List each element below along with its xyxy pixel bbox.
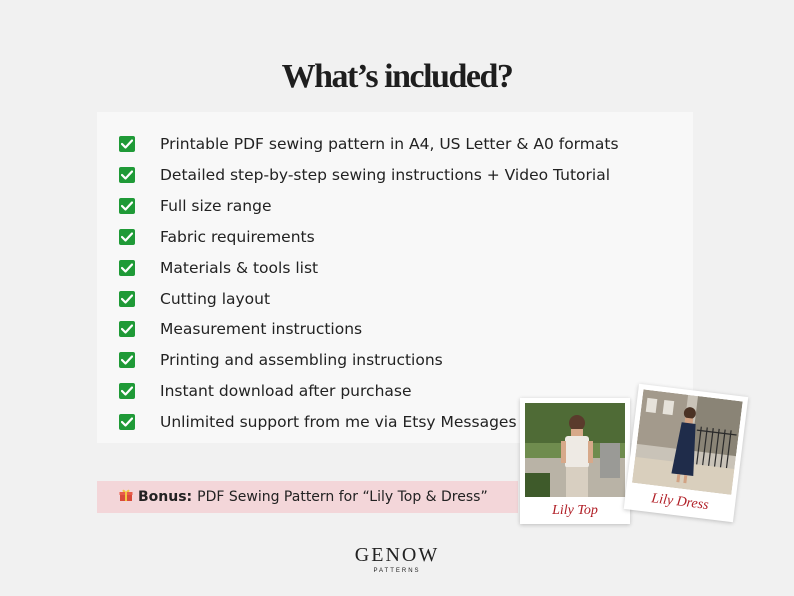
feature-item [119,287,270,311]
checkbox-checked-icon [119,167,135,183]
bonus-text: PDF Sewing Pattern for “Lily Top & Dress” [197,489,488,505]
checkbox-checked-icon [119,291,135,307]
feature-item [119,225,315,249]
feature-label: Cutting layout [160,290,271,308]
feature-item [119,348,443,372]
brand-tagline: PATTERNS [373,568,421,574]
features-card [97,112,693,443]
checkbox-checked-icon [119,352,135,368]
checkbox-checked-icon [119,383,135,399]
feature-label: Measurement instructions [160,320,363,338]
feature-item [119,379,412,403]
feature-label: Instant download after purchase [160,382,412,400]
brand-logo [0,545,794,574]
feature-item [119,410,517,434]
photo-card-lily-dress [624,384,749,522]
checkbox-checked-icon [119,136,135,152]
bonus-banner [97,481,518,513]
feature-label: Unlimited support from me via Etsy Messages [160,413,517,431]
feature-label: Detailed step-by-step sewing instructions + Video Tutorial [160,166,610,184]
photo-caption: Lily Dress [650,491,710,514]
gift-icon [119,488,133,506]
feature-label: Printing and assembling instructions [160,351,443,369]
feature-item [119,163,610,187]
page-title: What’s included? [281,58,513,95]
feature-item [119,132,619,156]
feature-item [119,317,362,341]
feature-label: Materials & tools list [160,259,319,277]
brand-name: GENOW [354,544,440,566]
feature-label: Printable PDF sewing pattern in A4, US Letter & A0 formats [160,135,619,153]
checkbox-checked-icon [119,198,135,214]
feature-item [119,256,318,280]
photo-caption: Lily Top [552,503,598,518]
product-photo [632,389,743,494]
feature-label: Fabric requirements [160,228,315,246]
bonus-label: Bonus: [138,489,193,505]
photo-card-lily-top [520,398,630,524]
checkbox-checked-icon [119,260,135,276]
feature-label: Full size range [160,197,272,215]
checkbox-checked-icon [119,229,135,245]
feature-item [119,194,271,218]
product-photo [525,403,625,497]
checkbox-checked-icon [119,414,135,430]
checkbox-checked-icon [119,321,135,337]
